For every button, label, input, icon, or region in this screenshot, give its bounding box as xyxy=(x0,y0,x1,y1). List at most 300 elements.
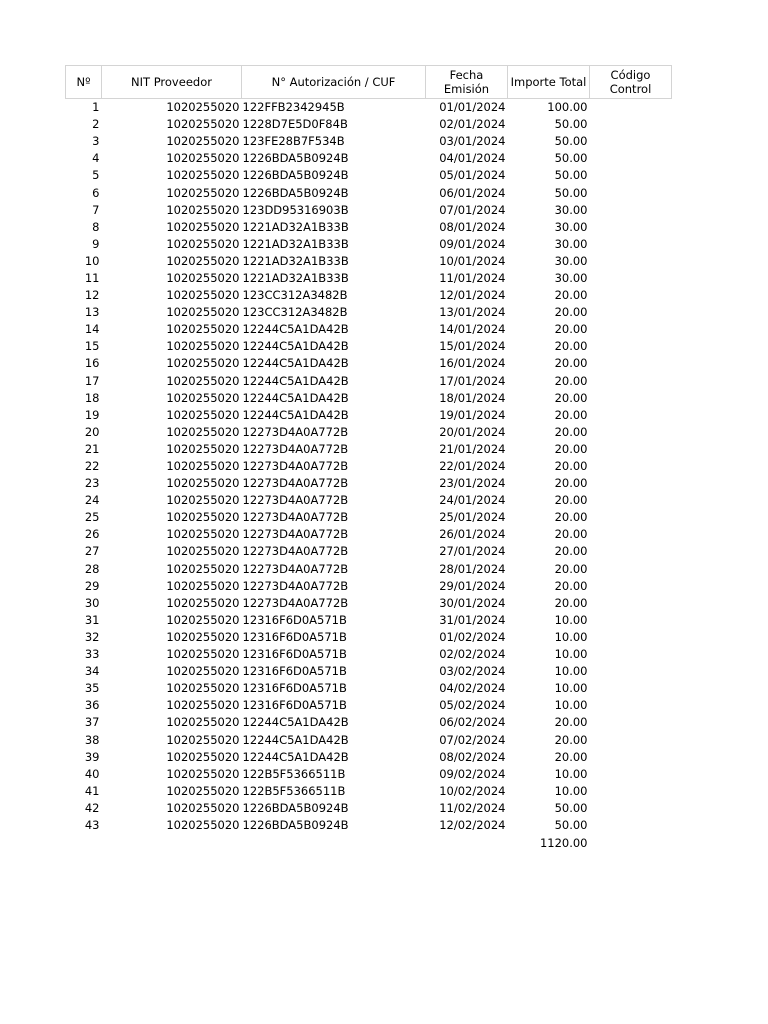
amount-cell: 10.00 xyxy=(554,647,588,662)
amount-cell: 50.00 xyxy=(554,817,588,832)
amount-cell: 20.00 xyxy=(554,356,588,371)
table-row xyxy=(66,167,672,184)
row-number: 6 xyxy=(92,185,100,200)
nit-cell: 1020255020 xyxy=(166,356,240,371)
control-code-cell xyxy=(590,629,672,646)
row-number: 13 xyxy=(84,305,100,320)
control-code-cell xyxy=(590,424,672,441)
authorization-cell: 1226BDA5B0924B xyxy=(242,168,349,183)
row-number: 10 xyxy=(84,253,100,268)
row-number: 31 xyxy=(84,612,100,627)
issue-date-cell: 18/01/2024 xyxy=(439,390,506,405)
total-spacer xyxy=(102,834,242,852)
authorization-cell: 12244C5A1DA42B xyxy=(242,407,349,422)
amount-cell: 20.00 xyxy=(554,493,588,508)
amount-cell: 20.00 xyxy=(554,441,588,456)
table-row xyxy=(66,424,672,441)
amount-cell: 20.00 xyxy=(554,476,588,491)
header-row xyxy=(66,66,672,99)
authorization-cell: 1226BDA5B0924B xyxy=(242,800,349,815)
row-number: 43 xyxy=(84,817,100,832)
table-row xyxy=(66,766,672,783)
issue-date-cell: 22/01/2024 xyxy=(439,459,506,474)
control-code-cell xyxy=(590,766,672,783)
authorization-cell: 12244C5A1DA42B xyxy=(242,356,349,371)
row-number: 2 xyxy=(92,117,100,132)
issue-date-cell: 28/01/2024 xyxy=(439,561,506,576)
nit-cell: 1020255020 xyxy=(166,766,240,781)
table-row xyxy=(66,390,672,407)
grand-total: 1120.00 xyxy=(539,835,588,850)
table-row xyxy=(66,373,672,390)
authorization-cell: 122B5F5366511B xyxy=(242,766,346,781)
issue-date-cell: 01/01/2024 xyxy=(439,100,506,115)
amount-cell: 20.00 xyxy=(554,390,588,405)
row-number: 22 xyxy=(84,459,100,474)
control-code-cell xyxy=(590,475,672,492)
nit-cell: 1020255020 xyxy=(166,595,240,610)
amount-cell: 10.00 xyxy=(554,783,588,798)
control-code-cell xyxy=(590,749,672,766)
amount-cell: 20.00 xyxy=(554,339,588,354)
control-code-cell xyxy=(590,663,672,680)
total-row xyxy=(66,834,672,852)
nit-cell: 1020255020 xyxy=(166,629,240,644)
control-code-cell xyxy=(590,390,672,407)
nit-cell: 1020255020 xyxy=(166,749,240,764)
header-control-code: Código Control xyxy=(590,66,672,99)
control-code-cell xyxy=(590,561,672,578)
authorization-cell: 12316F6D0A571B xyxy=(242,698,347,713)
amount-cell: 50.00 xyxy=(554,151,588,166)
row-number: 39 xyxy=(84,749,100,764)
row-number: 28 xyxy=(84,561,100,576)
amount-cell: 20.00 xyxy=(554,749,588,764)
row-number: 17 xyxy=(84,373,100,388)
total-spacer xyxy=(66,834,102,852)
nit-cell: 1020255020 xyxy=(166,459,240,474)
nit-cell: 1020255020 xyxy=(166,322,240,337)
authorization-cell: 12273D4A0A772B xyxy=(242,544,349,559)
amount-cell: 50.00 xyxy=(554,168,588,183)
table-row xyxy=(66,219,672,236)
issue-date-cell: 27/01/2024 xyxy=(439,544,506,559)
nit-cell: 1020255020 xyxy=(166,151,240,166)
amount-cell: 20.00 xyxy=(554,715,588,730)
row-number: 25 xyxy=(84,510,100,525)
table-row xyxy=(66,441,672,458)
nit-cell: 1020255020 xyxy=(166,219,240,234)
authorization-cell: 1226BDA5B0924B xyxy=(242,151,349,166)
control-code-cell xyxy=(590,219,672,236)
amount-cell: 20.00 xyxy=(554,510,588,525)
amount-cell: 20.00 xyxy=(554,544,588,559)
nit-cell: 1020255020 xyxy=(166,561,240,576)
control-code-cell xyxy=(590,817,672,834)
table-row xyxy=(66,749,672,766)
issue-date-cell: 21/01/2024 xyxy=(439,441,506,456)
control-code-cell xyxy=(590,646,672,663)
issue-date-cell: 20/01/2024 xyxy=(439,424,506,439)
header-issue-date: Fecha Emisión xyxy=(426,66,508,99)
nit-cell: 1020255020 xyxy=(166,390,240,405)
row-number: 42 xyxy=(84,800,100,815)
nit-cell: 1020255020 xyxy=(166,305,240,320)
row-number: 11 xyxy=(84,270,100,285)
issue-date-cell: 24/01/2024 xyxy=(439,493,506,508)
authorization-cell: 122FFB2342945B xyxy=(242,100,345,115)
nit-cell: 1020255020 xyxy=(166,202,240,217)
nit-cell: 1020255020 xyxy=(166,510,240,525)
table-row xyxy=(66,287,672,304)
nit-cell: 1020255020 xyxy=(166,817,240,832)
control-code-cell xyxy=(590,595,672,612)
nit-cell: 1020255020 xyxy=(166,134,240,149)
row-number: 32 xyxy=(84,629,100,644)
authorization-cell: 12273D4A0A772B xyxy=(242,527,349,542)
control-code-cell xyxy=(590,492,672,509)
row-number: 33 xyxy=(84,647,100,662)
amount-cell: 10.00 xyxy=(554,612,588,627)
control-code-cell xyxy=(590,338,672,355)
amount-cell: 50.00 xyxy=(554,134,588,149)
control-code-cell xyxy=(590,509,672,526)
authorization-cell: 12316F6D0A571B xyxy=(242,681,347,696)
amount-cell: 20.00 xyxy=(554,424,588,439)
issue-date-cell: 09/02/2024 xyxy=(439,766,506,781)
table-row xyxy=(66,338,672,355)
nit-cell: 1020255020 xyxy=(166,544,240,559)
authorization-cell: 123FE28B7F534B xyxy=(242,134,345,149)
issue-date-cell: 11/01/2024 xyxy=(439,270,506,285)
control-code-cell xyxy=(590,441,672,458)
control-code-cell xyxy=(590,355,672,372)
control-code-cell xyxy=(590,680,672,697)
control-code-cell xyxy=(590,578,672,595)
table-row xyxy=(66,629,672,646)
invoice-sheet xyxy=(65,65,672,852)
issue-date-cell: 03/02/2024 xyxy=(439,664,506,679)
table-row xyxy=(66,321,672,338)
table-row xyxy=(66,492,672,509)
nit-cell: 1020255020 xyxy=(166,732,240,747)
nit-cell: 1020255020 xyxy=(166,527,240,542)
control-code-cell xyxy=(590,731,672,748)
table-row xyxy=(66,817,672,834)
row-number: 1 xyxy=(92,100,100,115)
total-spacer xyxy=(426,834,508,852)
authorization-cell: 12244C5A1DA42B xyxy=(242,390,349,405)
table-row xyxy=(66,116,672,133)
authorization-cell: 12273D4A0A772B xyxy=(242,476,349,491)
amount-cell: 20.00 xyxy=(554,578,588,593)
nit-cell: 1020255020 xyxy=(166,441,240,456)
authorization-cell: 12244C5A1DA42B xyxy=(242,732,349,747)
control-code-cell xyxy=(590,236,672,253)
row-number: 9 xyxy=(92,236,100,251)
issue-date-cell: 01/02/2024 xyxy=(439,629,506,644)
row-number: 15 xyxy=(84,339,100,354)
authorization-cell: 123CC312A3482B xyxy=(242,288,348,303)
issue-date-cell: 07/02/2024 xyxy=(439,732,506,747)
authorization-cell: 1221AD32A1B33B xyxy=(242,219,349,234)
issue-date-cell: 06/02/2024 xyxy=(439,715,506,730)
amount-cell: 50.00 xyxy=(554,185,588,200)
header-total-amount: Importe Total xyxy=(508,66,590,99)
issue-date-cell: 14/01/2024 xyxy=(439,322,506,337)
control-code-cell xyxy=(590,116,672,133)
table-row xyxy=(66,304,672,321)
nit-cell: 1020255020 xyxy=(166,407,240,422)
nit-cell: 1020255020 xyxy=(166,168,240,183)
table-row xyxy=(66,526,672,543)
nit-cell: 1020255020 xyxy=(166,698,240,713)
control-code-cell xyxy=(590,373,672,390)
amount-cell: 20.00 xyxy=(554,373,588,388)
issue-date-cell: 05/02/2024 xyxy=(439,698,506,713)
nit-cell: 1020255020 xyxy=(166,476,240,491)
row-number: 29 xyxy=(84,578,100,593)
nit-cell: 1020255020 xyxy=(166,100,240,115)
control-code-cell xyxy=(590,800,672,817)
table-row xyxy=(66,270,672,287)
nit-cell: 1020255020 xyxy=(166,715,240,730)
authorization-cell: 12273D4A0A772B xyxy=(242,459,349,474)
amount-cell: 10.00 xyxy=(554,629,588,644)
amount-cell: 20.00 xyxy=(554,288,588,303)
table-row xyxy=(66,663,672,680)
table-row xyxy=(66,184,672,201)
row-number: 3 xyxy=(92,134,100,149)
amount-cell: 20.00 xyxy=(554,407,588,422)
row-number: 7 xyxy=(92,202,100,217)
issue-date-cell: 19/01/2024 xyxy=(439,407,506,422)
issue-date-cell: 10/01/2024 xyxy=(439,253,506,268)
table-body xyxy=(66,99,672,835)
control-code-cell xyxy=(590,697,672,714)
nit-cell: 1020255020 xyxy=(166,647,240,662)
header-number: Nº xyxy=(66,66,102,99)
issue-date-cell: 12/01/2024 xyxy=(439,288,506,303)
control-code-cell xyxy=(590,202,672,219)
amount-cell: 30.00 xyxy=(554,219,588,234)
authorization-cell: 123DD95316903B xyxy=(242,202,349,217)
header-nit: NIT Proveedor xyxy=(102,66,242,99)
nit-cell: 1020255020 xyxy=(166,117,240,132)
control-code-cell xyxy=(590,543,672,560)
row-number: 18 xyxy=(84,390,100,405)
authorization-cell: 1221AD32A1B33B xyxy=(242,253,349,268)
total-spacer xyxy=(242,834,426,852)
row-number: 35 xyxy=(84,681,100,696)
amount-cell: 30.00 xyxy=(554,270,588,285)
control-code-cell xyxy=(590,304,672,321)
table-row xyxy=(66,509,672,526)
control-code-cell xyxy=(590,184,672,201)
authorization-cell: 12273D4A0A772B xyxy=(242,595,349,610)
control-code-cell xyxy=(590,133,672,150)
issue-date-cell: 07/01/2024 xyxy=(439,202,506,217)
table-row xyxy=(66,680,672,697)
authorization-cell: 123CC312A3482B xyxy=(242,305,348,320)
issue-date-cell: 25/01/2024 xyxy=(439,510,506,525)
table-row xyxy=(66,800,672,817)
row-number: 21 xyxy=(84,441,100,456)
issue-date-cell: 12/02/2024 xyxy=(439,817,506,832)
table-row xyxy=(66,150,672,167)
authorization-cell: 12316F6D0A571B xyxy=(242,647,347,662)
issue-date-cell: 06/01/2024 xyxy=(439,185,506,200)
nit-cell: 1020255020 xyxy=(166,236,240,251)
issue-date-cell: 10/02/2024 xyxy=(439,783,506,798)
nit-cell: 1020255020 xyxy=(166,612,240,627)
authorization-cell: 12273D4A0A772B xyxy=(242,441,349,456)
amount-cell: 50.00 xyxy=(554,117,588,132)
issue-date-cell: 04/01/2024 xyxy=(439,151,506,166)
amount-cell: 20.00 xyxy=(554,527,588,542)
table-row xyxy=(66,236,672,253)
authorization-cell: 1226BDA5B0924B xyxy=(242,817,349,832)
authorization-cell: 12273D4A0A772B xyxy=(242,510,349,525)
table-row xyxy=(66,646,672,663)
amount-cell: 10.00 xyxy=(554,681,588,696)
issue-date-cell: 08/01/2024 xyxy=(439,219,506,234)
row-number: 14 xyxy=(84,322,100,337)
issue-date-cell: 17/01/2024 xyxy=(439,373,506,388)
control-code-cell xyxy=(590,270,672,287)
nit-cell: 1020255020 xyxy=(166,578,240,593)
authorization-cell: 12316F6D0A571B xyxy=(242,629,347,644)
nit-cell: 1020255020 xyxy=(166,681,240,696)
header-authorization: N° Autorización / CUF xyxy=(242,66,426,99)
issue-date-cell: 13/01/2024 xyxy=(439,305,506,320)
row-number: 30 xyxy=(84,595,100,610)
authorization-cell: 12244C5A1DA42B xyxy=(242,339,349,354)
row-number: 27 xyxy=(84,544,100,559)
control-code-cell xyxy=(590,714,672,731)
table-row xyxy=(66,731,672,748)
table-row xyxy=(66,99,672,117)
amount-cell: 20.00 xyxy=(554,459,588,474)
issue-date-cell: 16/01/2024 xyxy=(439,356,506,371)
nit-cell: 1020255020 xyxy=(166,339,240,354)
amount-cell: 30.00 xyxy=(554,236,588,251)
table-row xyxy=(66,202,672,219)
control-code-cell xyxy=(590,783,672,800)
control-code-cell xyxy=(590,612,672,629)
amount-cell: 100.00 xyxy=(547,100,588,115)
amount-cell: 20.00 xyxy=(554,322,588,337)
issue-date-cell: 30/01/2024 xyxy=(439,595,506,610)
authorization-cell: 12273D4A0A772B xyxy=(242,561,349,576)
amount-cell: 20.00 xyxy=(554,305,588,320)
nit-cell: 1020255020 xyxy=(166,185,240,200)
authorization-cell: 1221AD32A1B33B xyxy=(242,270,349,285)
control-code-cell xyxy=(590,253,672,270)
table-row xyxy=(66,714,672,731)
issue-date-cell: 26/01/2024 xyxy=(439,527,506,542)
nit-cell: 1020255020 xyxy=(166,373,240,388)
row-number: 20 xyxy=(84,424,100,439)
amount-cell: 10.00 xyxy=(554,664,588,679)
control-code-cell xyxy=(590,321,672,338)
issue-date-cell: 04/02/2024 xyxy=(439,681,506,696)
authorization-cell: 12316F6D0A571B xyxy=(242,612,347,627)
issue-date-cell: 29/01/2024 xyxy=(439,578,506,593)
control-code-cell xyxy=(590,526,672,543)
nit-cell: 1020255020 xyxy=(166,253,240,268)
issue-date-cell: 09/01/2024 xyxy=(439,236,506,251)
authorization-cell: 12244C5A1DA42B xyxy=(242,322,349,337)
issue-date-cell: 02/02/2024 xyxy=(439,647,506,662)
table-row xyxy=(66,561,672,578)
table-row xyxy=(66,458,672,475)
nit-cell: 1020255020 xyxy=(166,288,240,303)
row-number: 36 xyxy=(84,698,100,713)
nit-cell: 1020255020 xyxy=(166,493,240,508)
authorization-cell: 12316F6D0A571B xyxy=(242,664,347,679)
row-number: 40 xyxy=(84,766,100,781)
control-code-cell xyxy=(590,458,672,475)
nit-cell: 1020255020 xyxy=(166,270,240,285)
row-number: 38 xyxy=(84,732,100,747)
row-number: 5 xyxy=(92,168,100,183)
issue-date-cell: 23/01/2024 xyxy=(439,476,506,491)
row-number: 12 xyxy=(84,288,100,303)
row-number: 4 xyxy=(92,151,100,166)
issue-date-cell: 02/01/2024 xyxy=(439,117,506,132)
amount-cell: 30.00 xyxy=(554,253,588,268)
control-code-cell xyxy=(590,167,672,184)
row-number: 34 xyxy=(84,664,100,679)
authorization-cell: 12273D4A0A772B xyxy=(242,493,349,508)
table-row xyxy=(66,595,672,612)
total-spacer xyxy=(590,834,672,852)
row-number: 26 xyxy=(84,527,100,542)
amount-cell: 20.00 xyxy=(554,561,588,576)
issue-date-cell: 31/01/2024 xyxy=(439,612,506,627)
issue-date-cell: 15/01/2024 xyxy=(439,339,506,354)
issue-date-cell: 03/01/2024 xyxy=(439,134,506,149)
authorization-cell: 1226BDA5B0924B xyxy=(242,185,349,200)
table-row xyxy=(66,697,672,714)
control-code-cell xyxy=(590,99,672,117)
issue-date-cell: 05/01/2024 xyxy=(439,168,506,183)
row-number: 8 xyxy=(92,219,100,234)
control-code-cell xyxy=(590,287,672,304)
amount-cell: 10.00 xyxy=(554,766,588,781)
issue-date-cell: 08/02/2024 xyxy=(439,749,506,764)
nit-cell: 1020255020 xyxy=(166,664,240,679)
table-row xyxy=(66,355,672,372)
authorization-cell: 12244C5A1DA42B xyxy=(242,749,349,764)
table-row xyxy=(66,253,672,270)
table-row xyxy=(66,783,672,800)
table-row xyxy=(66,612,672,629)
authorization-cell: 12273D4A0A772B xyxy=(242,424,349,439)
invoice-table xyxy=(65,65,672,852)
amount-cell: 30.00 xyxy=(554,202,588,217)
authorization-cell: 12273D4A0A772B xyxy=(242,578,349,593)
control-code-cell xyxy=(590,150,672,167)
table-row xyxy=(66,407,672,424)
row-number: 24 xyxy=(84,493,100,508)
row-number: 37 xyxy=(84,715,100,730)
table-footer xyxy=(66,834,672,852)
nit-cell: 1020255020 xyxy=(166,783,240,798)
table-row xyxy=(66,543,672,560)
table-header xyxy=(66,66,672,99)
